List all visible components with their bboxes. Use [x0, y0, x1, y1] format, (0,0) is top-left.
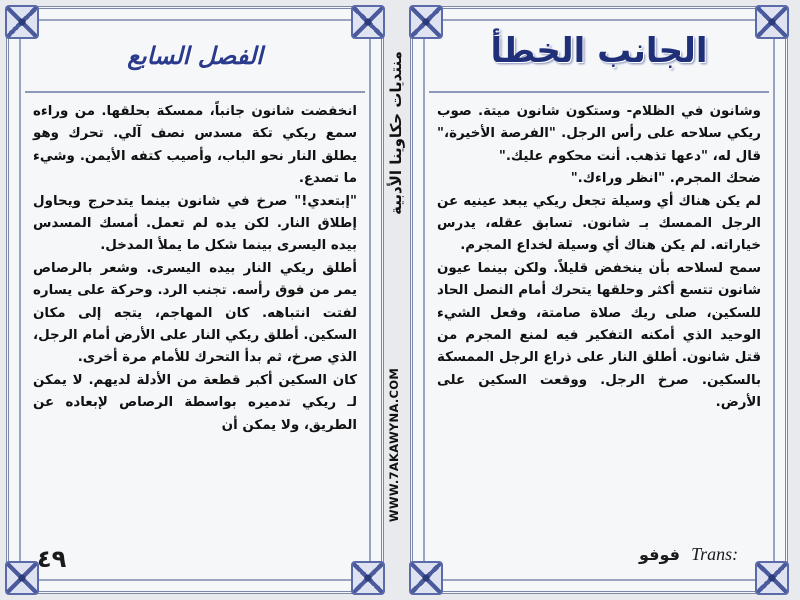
left-page [6, 6, 384, 594]
paragraph: وشانون في الظلام- وستكون شانون ميتة. صوب ريكي سلاحه على رأس الرجل. "الفرصة الأخيرة،" قال له، "دعها تذهب. أنت محكوم عليك." [437, 104, 761, 164]
right-page-header [429, 25, 769, 93]
site-url: WWW.7AKAWYNA.COM [387, 367, 401, 523]
right-page [410, 6, 788, 594]
ornament-corner-icon [5, 561, 39, 595]
ornament-corner-icon [351, 561, 385, 595]
left-page-header [25, 25, 365, 93]
ornament-corner-icon [755, 561, 789, 595]
translator-label: Trans: [691, 544, 739, 564]
paragraph: لم يكن هناك أي وسيلة تجعل ريكي يبعد عينيه عن الرجل الممسك بـ شانون. تسابق عقله، يدرس خياراته. لم يكن هناك أي وسيلة لخداع المجرم. [437, 193, 761, 254]
ornament-corner-icon [409, 561, 443, 595]
paragraph: ضحك المجرم. "انظر وراءك." [570, 171, 761, 187]
translator-name: فوفو [639, 545, 681, 564]
chapter-title: الفصل السابع [127, 41, 263, 70]
paragraph: "إبتعدي!" صرخ في شانون بينما يتدحرج ويحاول إطلاق النار. لكن يده لم تعمل. أمسك المسدس بيده اليسرى بينما شكل ما يملأ المدخل. [33, 193, 357, 254]
book-title: الجانب الخطأ [490, 31, 708, 71]
paragraph: كان السكين أكبر قطعة من الأدلة لديهم. لا يمكن لـ ريكي تدميره بواسطة الرصاص لإبعاده عن الطريق، ولا يمكن أن [33, 372, 357, 433]
paragraph: أطلق ريكي النار بيده اليسرى. وشعر بالرصاص يمر من فوق رأسه. تجنب الرد. وحركة على يساره لفتت انتباهه. كان المهاجم، يتجه إلى مكان السكين. أطلق ريكي النار على الأرض أمام الرجل، الذي صرخ، ثم بدأ التحرك للأمام مرة أخرى. [33, 260, 357, 366]
book-spine [386, 0, 408, 600]
translator-credit [639, 544, 738, 565]
forum-name: منتديات حكاوينا الأدبية [387, 51, 405, 215]
paragraph: سمح لسلاحه بأن ينخفض قليلاً. ولكن بينما عيون شانون تتسع أكثر وحلقها يتحرك أمام النصل الحاد للسكين، صلى ريك صلاة صامتة، وفعل الشيء الوحيد الذي أمكنه التفكير فيه لمنع المجرم من قتل شانون. أطلق النار على ذراع الرجل الممسكة بالسكين. صرخ الرجل. ووقعت السكين على الأرض. [437, 260, 761, 411]
page-number: ٤٩ [37, 545, 67, 573]
right-page-body [437, 101, 761, 415]
left-page-body [33, 101, 357, 437]
paragraph: انخفضت شانون جانباً، ممسكة بحلقها. من وراءه سمع ريكي تكة مسدس نصف آلي. تحرك وهو يطلق النار نحو الباب، وأصيب كتفه الأيمن. وشيء ما تصدع. [33, 104, 357, 187]
